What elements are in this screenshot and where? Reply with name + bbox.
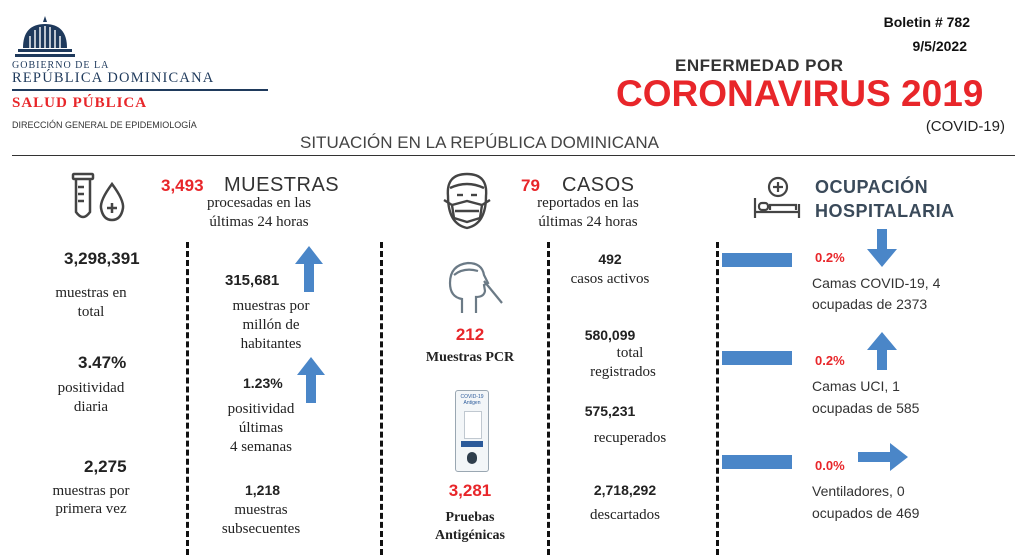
title-main: CORONAVIRUS 2019: [616, 73, 984, 114]
per-million-label-1: muestras por: [232, 298, 310, 314]
total-cases-label-2: registrados: [590, 364, 656, 380]
covid-beds-label-1: Camas COVID-19, 4: [812, 275, 941, 291]
daily-tests-value: 3,493: [161, 176, 204, 195]
daily-positivity-label-1: positividad: [57, 380, 125, 396]
hospital-heading-1: OCUPACIÓN: [815, 177, 929, 197]
title-top: ENFERMEDAD POR: [675, 56, 844, 75]
per-million-value: 315,681: [225, 272, 280, 289]
first-time-label-2: primera vez: [55, 501, 127, 517]
antigen-label-2: Antigénicas: [435, 528, 505, 543]
total-tests-label-1: muestras en: [55, 285, 127, 301]
gov-line-1: GOBIERNO DE LA: [12, 60, 110, 71]
subsequent-label-1: muestras: [234, 502, 288, 518]
total-cases-value: 580,099: [584, 327, 636, 343]
antigen-kit-label-1: COVID-19: [460, 394, 484, 400]
header-rule: [12, 155, 1015, 156]
divider-2: [380, 242, 383, 555]
discarded-value: 2,718,292: [593, 482, 657, 498]
antigen-value: 3,281: [448, 481, 492, 500]
arrow-up-icon: [297, 357, 325, 403]
cases-heading: CASOS: [562, 174, 635, 196]
antigen-kit: [455, 390, 489, 472]
antigen-kit-window: [464, 411, 482, 439]
arrow-up-icon: [295, 246, 323, 292]
gov-line-2: REPÚBLICA DOMINICANA: [12, 70, 215, 86]
ventilators-label-1: Ventiladores, 0: [812, 483, 905, 499]
recovered-value: 575,231: [584, 403, 636, 419]
covid-beds-bar: [722, 253, 792, 267]
covid-beds-pct: 0.2%: [815, 250, 845, 265]
antigen-label-1: Pruebas: [445, 510, 495, 525]
icu-pct: 0.2%: [815, 353, 845, 368]
daily-cases-caption-1: reportados en las: [537, 195, 639, 211]
first-time-label-1: muestras por: [52, 483, 130, 499]
divider-4: [716, 242, 719, 555]
per-million-label-2: millón de: [242, 317, 300, 333]
daily-cases-value: 79: [521, 176, 540, 195]
ventilators-label-2: ocupados de 469: [812, 505, 920, 521]
arrow-right-icon: [858, 443, 908, 471]
per-million-label-3: habitantes: [240, 336, 302, 352]
ventilators-pct: 0.0%: [815, 458, 845, 473]
divider-1: [186, 242, 189, 555]
antigen-kit-band: [461, 441, 483, 447]
four-week-label-2: últimas: [238, 420, 284, 436]
active-cases-label: casos activos: [570, 271, 650, 287]
arrow-up-icon: [867, 332, 897, 370]
government-seal-icon: [14, 14, 76, 60]
recovered-label: recuperados: [593, 430, 667, 446]
situation-subtitle: SITUACIÓN EN LA REPÚBLICA DOMINICANA: [300, 133, 659, 152]
hospital-heading-2: HOSPITALARIA: [815, 201, 955, 221]
masked-face-icon: [440, 170, 494, 232]
ventilators-bar: [722, 455, 792, 469]
active-cases-value: 492: [598, 251, 622, 267]
nasal-swab-icon: [440, 257, 506, 317]
pcr-value: 212: [455, 325, 485, 344]
logo-divider: [12, 89, 268, 91]
hospital-bed-icon: [752, 176, 802, 220]
ministry-name: SALUD PÚBLICA: [12, 95, 148, 111]
daily-positivity-value: 3.47%: [78, 353, 127, 372]
total-tests-value: 3,298,391: [64, 249, 140, 268]
four-week-label-3: 4 semanas: [229, 439, 293, 455]
pcr-label: Muestras PCR: [425, 350, 515, 365]
daily-cases-caption-2: últimas 24 horas: [538, 214, 638, 230]
antigen-kit-well: [467, 452, 477, 464]
daily-tests-caption-2: últimas 24 horas: [209, 214, 309, 230]
icu-label-2: ocupadas de 585: [812, 400, 920, 416]
test-tube-drop-icon: [70, 172, 130, 224]
arrow-down-icon: [867, 229, 897, 267]
bulletin-number: Boletin # 782: [883, 14, 970, 30]
four-week-label-1: positividad: [227, 401, 295, 417]
subsequent-value: 1,218: [245, 482, 281, 498]
subsequent-label-2: subsecuentes: [221, 521, 301, 537]
discarded-label: descartados: [590, 507, 660, 523]
tests-heading: MUESTRAS: [224, 174, 340, 196]
antigen-kit-label-2: Antigen: [463, 400, 481, 406]
total-cases-label-1: total: [616, 345, 644, 361]
icu-label-1: Camas UCI, 1: [812, 378, 900, 394]
bulletin-date: 9/5/2022: [912, 38, 967, 54]
daily-positivity-label-2: diaria: [73, 399, 109, 415]
directorate-name: DIRECCIÓN GENERAL DE EPIDEMIOLOGÍA: [12, 120, 197, 130]
divider-3: [547, 242, 550, 555]
first-time-value: 2,275: [84, 457, 127, 476]
total-tests-label-2: total: [77, 304, 105, 320]
icu-bar: [722, 351, 792, 365]
title-sub: (COVID-19): [925, 118, 1005, 135]
four-week-positivity-value: 1.23%: [243, 375, 283, 391]
covid-beds-label-2: ocupadas de 2373: [812, 296, 928, 312]
daily-tests-caption-1: procesadas en las: [206, 195, 312, 211]
